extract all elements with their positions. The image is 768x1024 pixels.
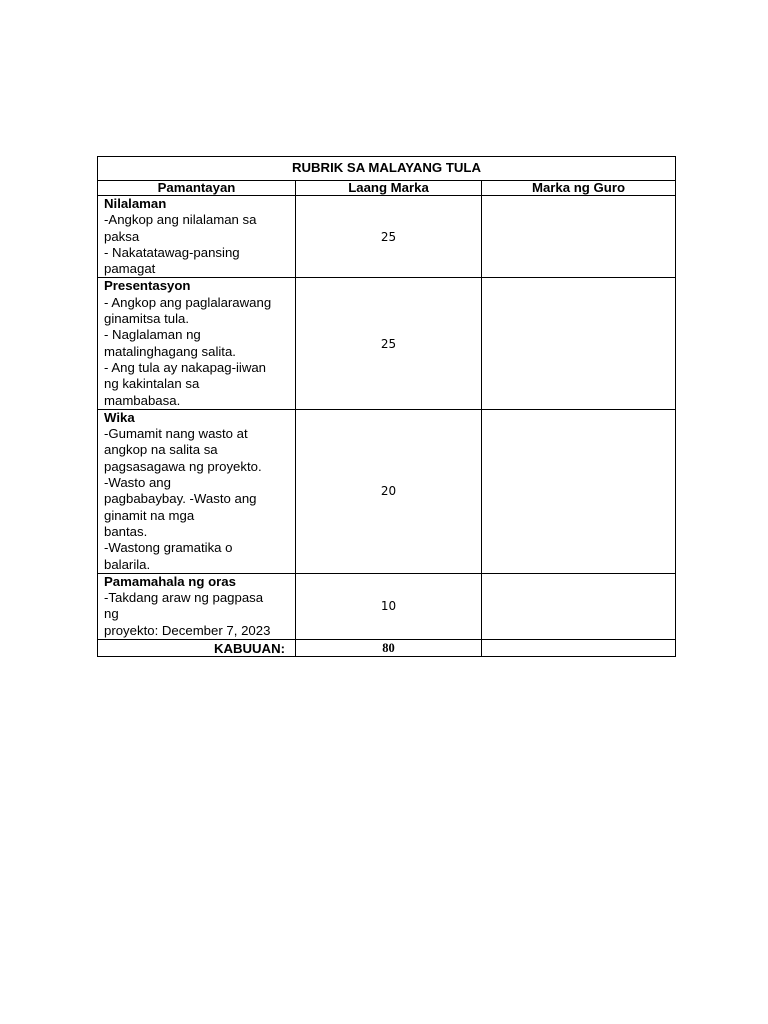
criterion-line: proyekto: December 7, 2023 [104,622,271,638]
criterion-title: Wika [104,409,135,425]
criterion-line: ng [104,606,119,622]
total-label: KABUUAN: [98,640,296,657]
criterion-cell [98,573,296,639]
table-row [98,196,676,278]
header-laang-marka: Laang Marka [296,181,482,196]
criterion-line: ng kakintalan sa [104,376,200,392]
criterion-line: paksa [104,228,140,244]
criterion-line: - Ang tula ay nakapag-iiwan [104,359,267,375]
teacher-score-cell [482,278,676,409]
criterion-line: mambabasa. [104,392,181,408]
total-teacher-cell [482,640,676,657]
max-score: 25 [296,278,482,409]
criterion-title: Nilalaman [104,196,167,211]
teacher-score-cell [482,573,676,639]
criterion-title: Pamamahala ng oras [104,573,236,589]
header-row [98,181,676,196]
criterion-title: Presentasyon [104,278,191,294]
criterion-line: -Angkop ang nilalaman sa [104,212,257,228]
criterion-cell [98,409,296,573]
table-row [98,573,676,639]
max-score: 10 [296,573,482,639]
criterion-line: - Angkop ang paglalarawang [104,294,272,310]
criterion-line: -Takdang araw ng pagpasa [104,590,264,606]
title-row [98,157,676,181]
total-value: 80 [296,640,482,657]
table-row [98,278,676,409]
criterion-line: pagbabaybay. -Wasto ang [104,491,257,507]
teacher-score-cell [482,196,676,278]
table-row [98,409,676,573]
criterion-line: matalinghagang salita. [104,343,236,359]
criterion-cell [98,196,296,278]
criterion-cell [98,278,296,409]
criterion-line: ginamit na mga [104,507,195,523]
criterion-line: -Wastong gramatika o [104,540,233,556]
rubric-table [97,156,676,657]
header-pamantayan: Pamantayan [98,181,296,196]
teacher-score-cell [482,409,676,573]
table-title: RUBRIK SA MALAYANG TULA [98,157,676,181]
criterion-line: bantas. [104,523,148,539]
max-score: 20 [296,409,482,573]
criterion-line: ginamitsa tula. [104,311,190,327]
header-marka-ng-guro: Marka ng Guro [482,181,676,196]
criterion-line: pagsasagawa ng proyekto. [104,458,262,474]
criterion-line: pamagat [104,261,156,277]
criterion-line: - Naglalaman ng [104,327,201,343]
criterion-line: angkop na salita sa [104,442,218,458]
criterion-line: balarila. [104,556,151,572]
criterion-line: - Nakatatawag-pansing [104,244,240,260]
total-row [98,640,676,657]
max-score: 25 [296,196,482,278]
criterion-line: -Wasto ang [104,475,171,491]
criterion-line: -Gumamit nang wasto at [104,426,248,442]
